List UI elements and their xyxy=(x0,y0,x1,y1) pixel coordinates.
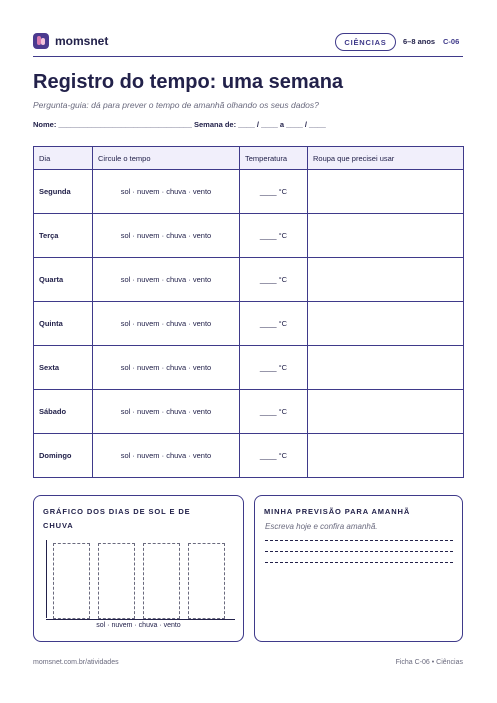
day-cell: Terça xyxy=(34,214,93,258)
temperature-field[interactable]: ____ °C xyxy=(240,390,308,434)
weather-options[interactable]: sol · nuvem · chuva · vento xyxy=(93,390,240,434)
clothes-field[interactable] xyxy=(308,302,464,346)
temperature-field[interactable]: ____ °C xyxy=(240,346,308,390)
subject-badge: CIÊNCIAS xyxy=(335,33,396,51)
weather-options[interactable]: sol · nuvem · chuva · vento xyxy=(93,346,240,390)
clothes-field[interactable] xyxy=(308,346,464,390)
chart-bar-wind[interactable] xyxy=(188,543,225,619)
day-cell: Segunda xyxy=(34,170,93,214)
clothes-field[interactable] xyxy=(308,258,464,302)
table-row xyxy=(34,302,464,346)
name-week-line[interactable]: Nome: ________________________________ Semana de: ____ / ____ a ____ / ____ xyxy=(33,120,326,129)
table-row xyxy=(34,346,464,390)
weather-options[interactable]: sol · nuvem · chuva · vento xyxy=(93,214,240,258)
brand-logo-icon xyxy=(33,33,49,49)
clothes-field[interactable] xyxy=(308,434,464,478)
day-cell: Domingo xyxy=(34,434,93,478)
chart-bar-rain[interactable] xyxy=(143,543,180,619)
forecast-note: Escreva hoje e confira amanhã. xyxy=(265,522,378,531)
table-row xyxy=(34,434,464,478)
day-cell: Quarta xyxy=(34,258,93,302)
forecast-box-title: MINHA PREVISÃO PARA AMANHÃ xyxy=(264,507,411,516)
chart-box-title: GRÁFICO DOS DIAS DE SOL E DE CHUVA xyxy=(43,507,191,530)
worksheet-code: C-06 xyxy=(443,37,460,46)
temperature-field[interactable]: ____ °C xyxy=(240,214,308,258)
weather-options[interactable]: sol · nuvem · chuva · vento xyxy=(93,258,240,302)
weather-options[interactable]: sol · nuvem · chuva · vento xyxy=(93,170,240,214)
forecast-write-line[interactable] xyxy=(265,540,453,541)
footer-sheet-info: Ficha C-06 • Ciências xyxy=(395,659,463,666)
temperature-field[interactable]: ____ °C xyxy=(240,434,308,478)
table-row xyxy=(34,214,464,258)
blank-bar-chart xyxy=(42,538,235,620)
header-divider xyxy=(33,56,463,57)
page-title: Registro do tempo: uma semana xyxy=(33,71,344,93)
table-row xyxy=(34,258,464,302)
weather-options[interactable]: sol · nuvem · chuva · vento xyxy=(93,434,240,478)
brand-logo[interactable] xyxy=(33,33,108,49)
sun-rain-chart-box xyxy=(33,495,244,642)
age-range: 6–8 anos xyxy=(403,37,436,46)
chart-bar-cloud[interactable] xyxy=(98,543,135,619)
forecast-write-line[interactable] xyxy=(265,551,453,552)
weather-options[interactable]: sol · nuvem · chuva · vento xyxy=(93,302,240,346)
brand-name: momsnet xyxy=(55,34,109,48)
table-row xyxy=(34,170,464,214)
day-cell: Sábado xyxy=(34,390,93,434)
table-row xyxy=(34,390,464,434)
header-weather: Circule o tempo xyxy=(93,147,240,170)
day-cell: Sexta xyxy=(34,346,93,390)
chart-bar-sun[interactable] xyxy=(53,543,90,619)
forecast-box xyxy=(254,495,463,642)
header xyxy=(33,31,463,55)
weather-log-table xyxy=(33,146,464,478)
header-temperature: Temperatura xyxy=(240,147,308,170)
header-clothes: Roupa que precisei usar xyxy=(308,147,464,170)
clothes-field[interactable] xyxy=(308,214,464,258)
temperature-field[interactable]: ____ °C xyxy=(240,170,308,214)
temperature-field[interactable]: ____ °C xyxy=(240,258,308,302)
guide-question: Pergunta-guia: dá para prever o tempo de amanhã olhando os seus dados? xyxy=(33,100,319,110)
clothes-field[interactable] xyxy=(308,390,464,434)
chart-y-axis xyxy=(46,540,47,618)
temperature-field[interactable]: ____ °C xyxy=(240,302,308,346)
header-day: Dia xyxy=(34,147,93,170)
chart-axis-label: sol · nuvem · chuva · vento xyxy=(96,622,181,629)
day-cell: Quinta xyxy=(34,302,93,346)
clothes-field[interactable] xyxy=(308,170,464,214)
table-header-row xyxy=(34,147,464,170)
forecast-write-line[interactable] xyxy=(265,562,453,563)
footer-url[interactable]: momsnet.com.br/atividades xyxy=(33,659,119,666)
